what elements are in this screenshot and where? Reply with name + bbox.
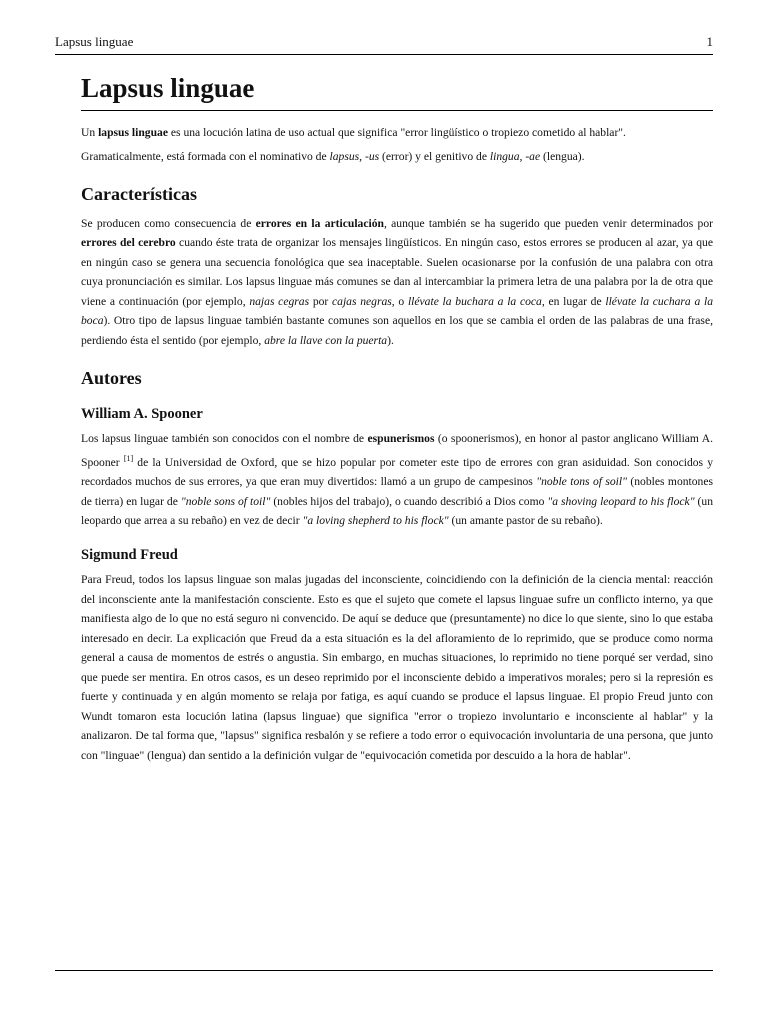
italic-example: cajas negras bbox=[332, 294, 392, 308]
italic-example: llévate la buchara a la coca bbox=[407, 294, 542, 308]
text-run: Se producen como consecuencia de bbox=[81, 216, 256, 230]
section-heading-caracteristicas: Características bbox=[81, 184, 197, 205]
spooner-paragraph bbox=[81, 429, 713, 530]
italic-example: abre la llave con la puerta bbox=[264, 333, 388, 347]
text-run: , aunque también se ha sugerido que pueden venir determinados por bbox=[383, 216, 713, 230]
italic-quote: "a shoving leopard to his flock" bbox=[547, 494, 695, 508]
bold-term: errores del cerebro bbox=[81, 236, 176, 250]
text-run: (un leopardo que arrea a su rebaño) en vez de decir bbox=[81, 494, 713, 528]
text-run: , o bbox=[391, 294, 408, 308]
bold-term: lapsus linguae bbox=[98, 126, 168, 140]
text-run: (lengua). bbox=[540, 149, 585, 163]
grammar-paragraph bbox=[81, 147, 713, 167]
text-run: de la Universidad de Oxford, que se hizo popular por cometer este tipo de errores con gran asiduidad. Son conocidos y recordados muchos de sus errores, ya que eran muy divertidos: llamó a un grupo de campesinos bbox=[81, 455, 714, 489]
running-header-title: Lapsus linguae bbox=[55, 34, 134, 49]
italic-example: llévate la cuchara a la boca bbox=[81, 294, 713, 328]
text-run: (nobles montones de tierra) en lugar de bbox=[81, 475, 714, 508]
text-run: (o spoonerismos), en honor al pastor anglicano William A. Spooner bbox=[81, 432, 713, 469]
text-run: es una locución latina de uso actual que significa "error lingüístico o tropiezo cometido al hablar". bbox=[168, 126, 626, 140]
italic-quote: "a loving shepherd to his flock" bbox=[302, 514, 449, 528]
article-body bbox=[81, 72, 713, 769]
running-header bbox=[55, 34, 713, 55]
intro-paragraph bbox=[81, 123, 713, 143]
italic-quote: "noble tons of soil" bbox=[536, 475, 627, 489]
freud-paragraph: Para Freud, todos los lapsus linguae son malas jugadas del inconsciente, coincidiendo con la definición de la ciencia mental: reacción del inconsciente ante la manifestación consciente. Esto es que el sujeto que comete el lapsus linguae sufre un conflicto interno, ya que manifiesta algo de lo que no está seguro ni convencido. De aquí se deduce que (presuntamente) no dice lo que siente, sino lo que estaba interesado en decir. La explicación que Freud da a esta situación es la del afloramiento de lo reprimido, que se produce como norma general a causa de momentos de estrés o angustia. Sin embargo, en muchas situaciones, lo reprimido no tiene porqué ser verdad, sino que puede ser mentira. En otros casos, es un deseo reprimido por el inconsciente debido a imperativos morales; pero si la represión es fuerte y continuada y en algún momento se relaja por fatiga, es aquí cuando se produce el lapsus linguae. El propio Freud junto con Wundt tomaron esta locución latina (lapsus linguae) que significa "error o tropiezo involuntario e inconsciente al hablar" y la analizaron. De tal forma que, "lapsus" significa resbalón y se refiere a todo error o equivocación involuntaria de una persona, que junto con "linguae" (lengua) dan sentido a la definición vulgar de "equivocación cometida por descuido a la hora de hablar". bbox=[81, 573, 713, 762]
footer-rule bbox=[55, 970, 713, 971]
bold-term: errores en la articulación bbox=[255, 216, 384, 230]
text-run: , en lugar de bbox=[541, 294, 606, 308]
italic-quote: "noble sons of toil" bbox=[180, 494, 271, 508]
text-run: cuando éste trata de organizar los mensajes lingüísticos. En ningún caso, estos errores se producen al azar, ya que en ningún caso se genera una secuencia fonológica que sea inaceptable. Suelen ocasionarse por la confusión de una palabra con otra cuya pronunciación es similar. Los lapsus linguae más comunes se dan al intercambiar la primera letra de una palabra por la de otra que viene a continuación (por ejemplo, bbox=[81, 236, 713, 308]
subsection-heading-freud: Sigmund Freud bbox=[81, 546, 178, 563]
text-run: ). bbox=[387, 333, 394, 347]
text-run: Los lapsus linguae también son conocidos con el nombre de bbox=[81, 432, 368, 446]
italic-term: lingua, -ae bbox=[489, 149, 541, 163]
text-run: ). Otro tipo de lapsus linguae también bastante comunes son aquellos en los que se cambia el orden de las palabras de una frase, perdiendo ésta el sentido (por ejemplo, bbox=[81, 314, 713, 347]
section-heading-autores: Autores bbox=[81, 368, 142, 389]
italic-example: najas cegras bbox=[249, 294, 310, 308]
bold-term: espunerismos bbox=[367, 432, 435, 446]
reference-link[interactable]: [1] bbox=[123, 453, 134, 463]
text-run: (un amante pastor de su rebaño). bbox=[448, 514, 603, 528]
italic-term: lapsus, -us bbox=[329, 149, 380, 163]
page-number: 1 bbox=[706, 34, 713, 49]
text-run: Gramaticalmente, está formada con el nominativo de bbox=[81, 149, 330, 163]
text-run: (error) y el genitivo de bbox=[379, 149, 490, 163]
text-run: por bbox=[309, 294, 333, 308]
page-title: Lapsus linguae bbox=[81, 72, 713, 111]
text-run: (nobles hijos del trabajo), o cuando describió a Dios como bbox=[270, 494, 548, 508]
text-run: Un bbox=[81, 126, 99, 140]
caracteristicas-paragraph bbox=[81, 214, 713, 351]
subsection-heading-spooner: William A. Spooner bbox=[81, 406, 203, 423]
